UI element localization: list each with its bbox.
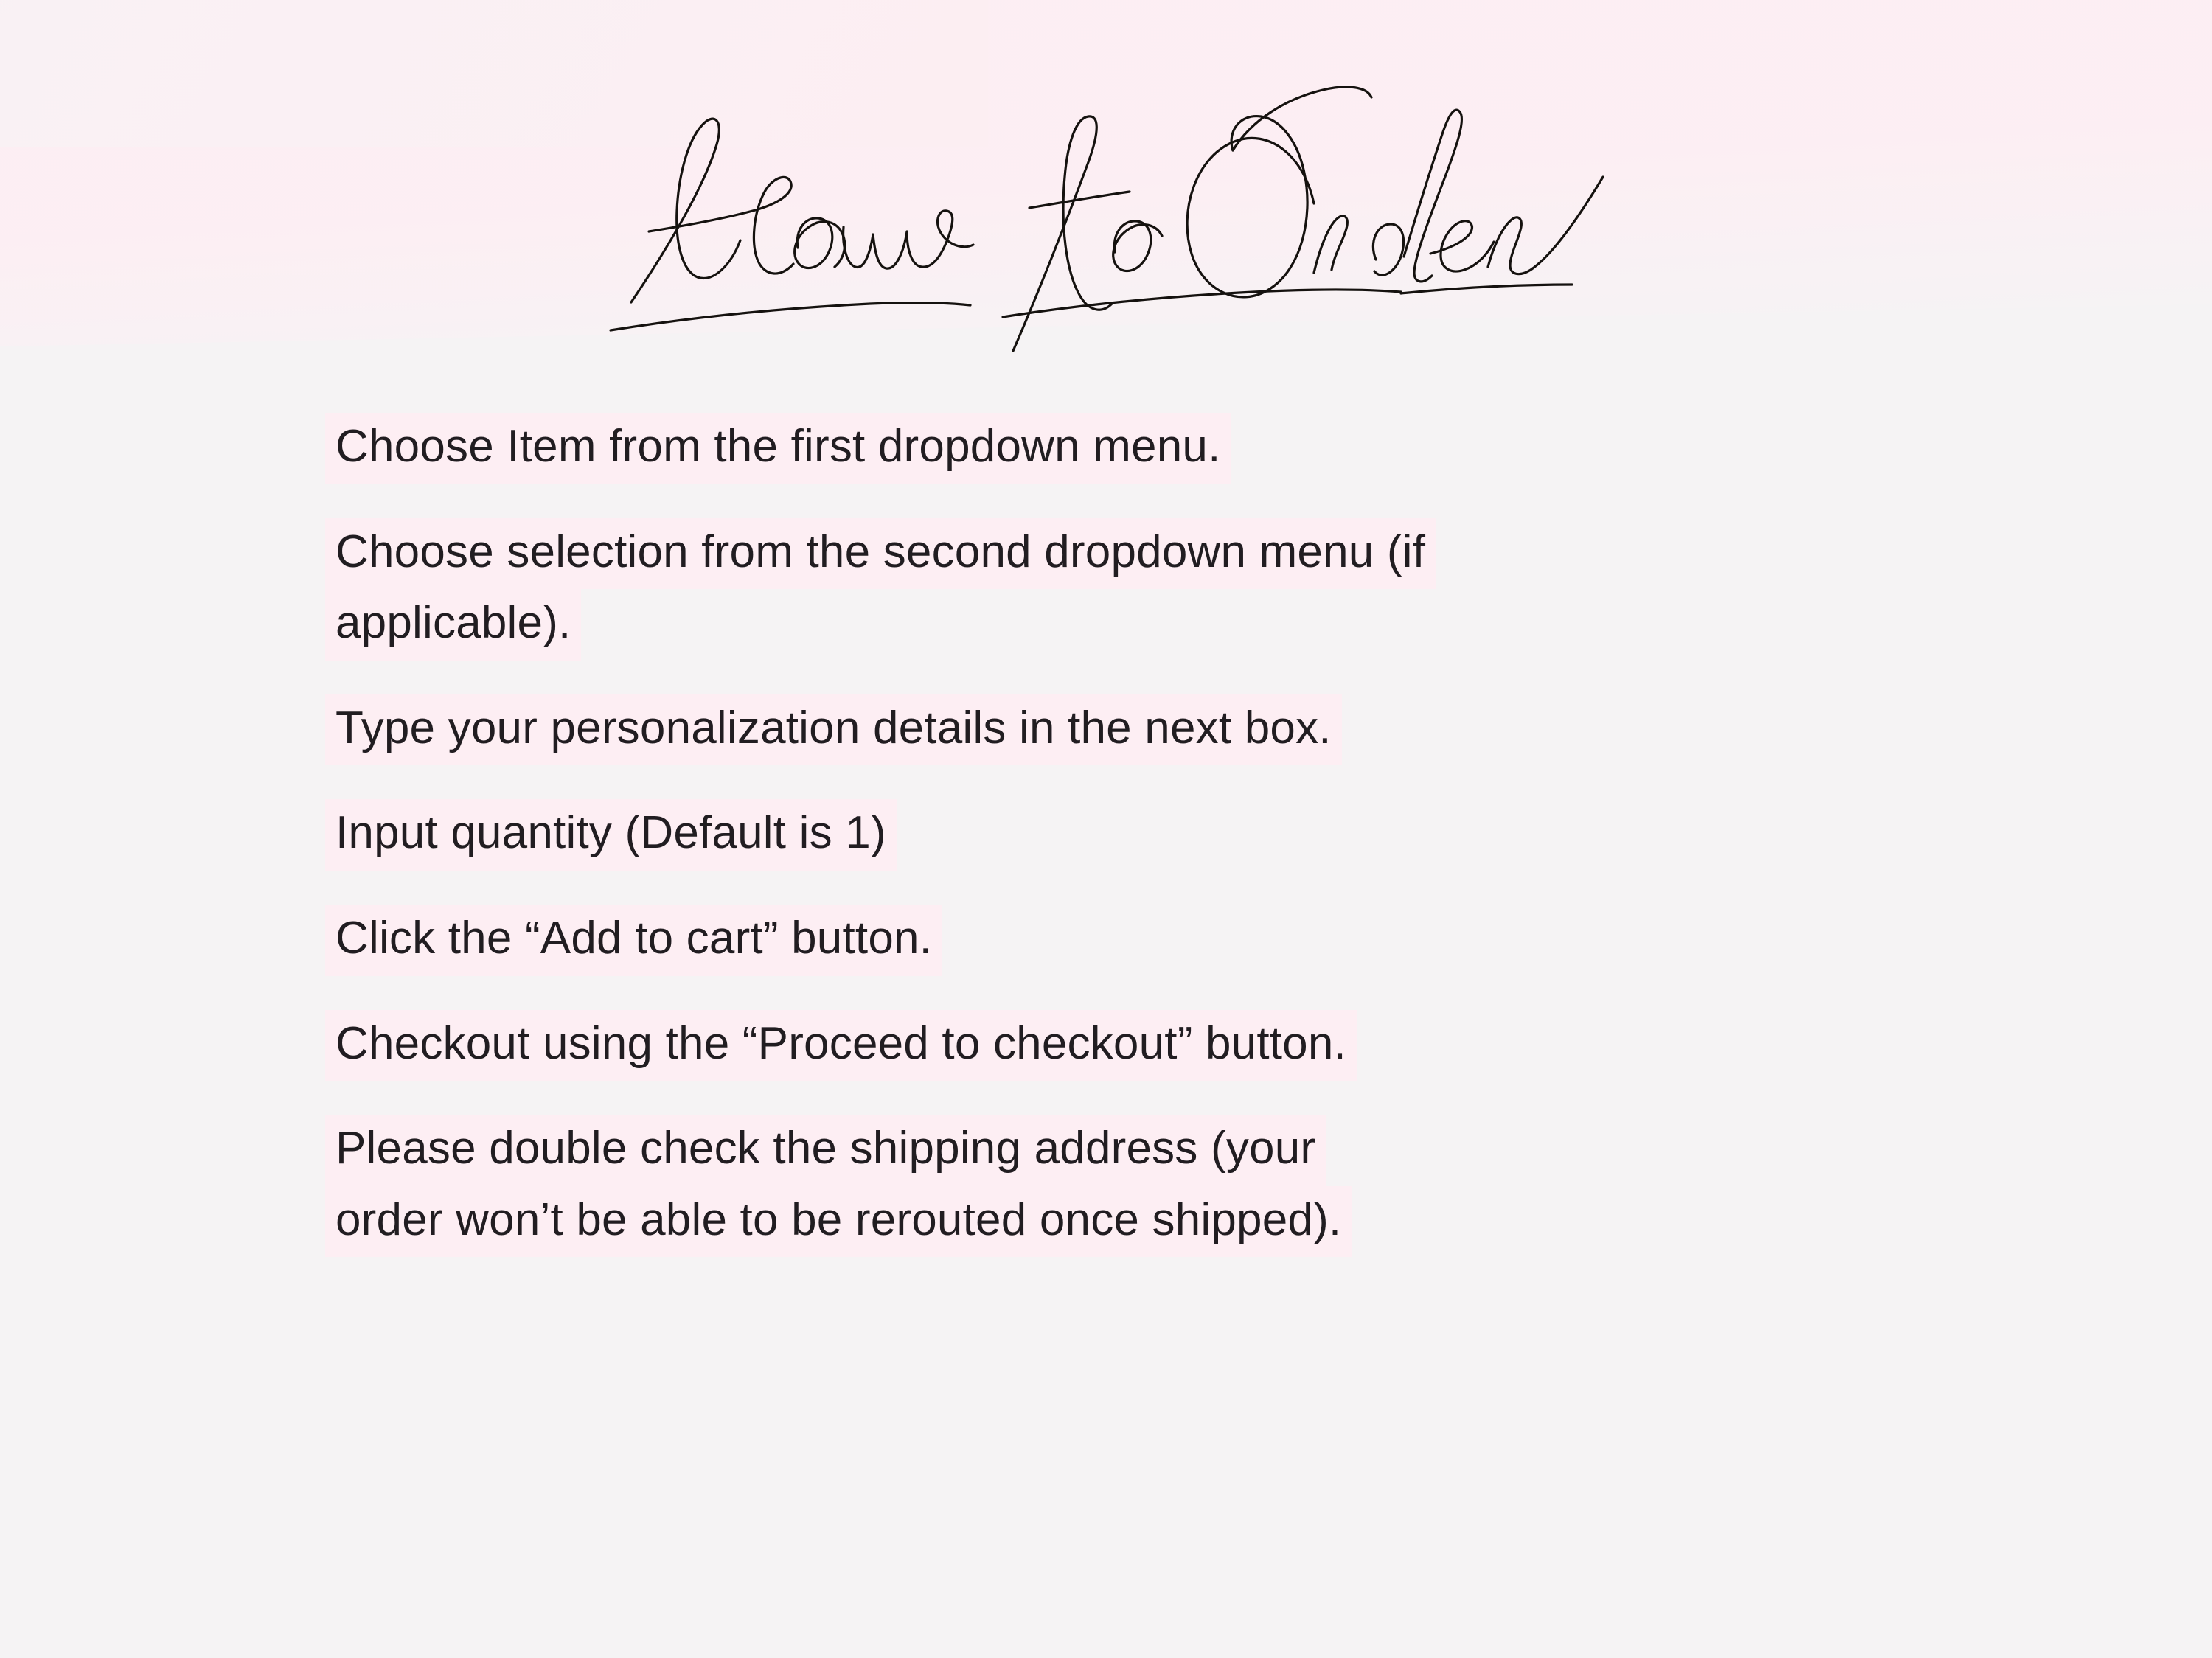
list-item-line: Choose selection from the second dropdown menu (if bbox=[325, 518, 1436, 590]
list-item bbox=[325, 1115, 2021, 1257]
list-item-line: Input quantity (Default is 1) bbox=[325, 799, 897, 871]
list-item-line: Checkout using the “Proceed to checkout” button. bbox=[325, 1010, 1357, 1081]
list-item bbox=[325, 905, 2021, 976]
list-item bbox=[325, 518, 2021, 661]
list-item-line: Choose Item from the first dropdown menu. bbox=[325, 413, 1231, 484]
list-item bbox=[325, 799, 2021, 871]
list-item-line: order won’t be able to be rerouted once shipped). bbox=[325, 1186, 1352, 1258]
list-item-line: applicable). bbox=[325, 589, 581, 661]
instruction-list bbox=[325, 413, 2021, 1257]
list-item-line: Please double check the shipping address (your bbox=[325, 1115, 1326, 1186]
list-item-line: Type your personalization details in the next box. bbox=[325, 694, 1342, 766]
list-item bbox=[325, 413, 2021, 484]
list-item bbox=[325, 694, 2021, 766]
list-item bbox=[325, 1010, 2021, 1081]
page-title bbox=[560, 74, 1711, 405]
list-item-line: Click the “Add to cart” button. bbox=[325, 905, 942, 976]
